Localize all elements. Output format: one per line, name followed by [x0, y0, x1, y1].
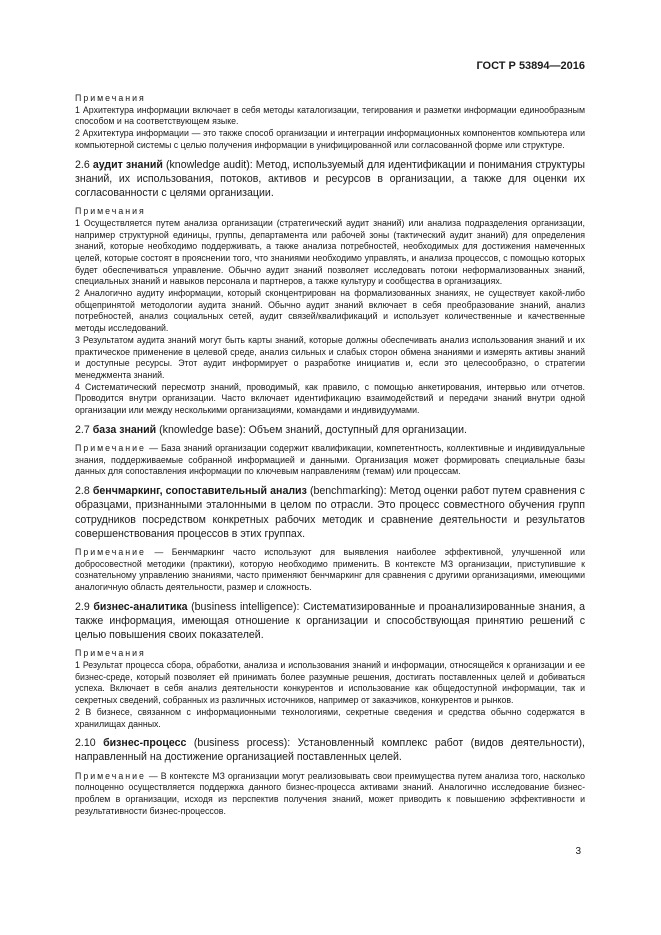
- note-item: 1 Результат процесса сбора, обработки, анализа и использования знаний и информации, относящейся к организации и ее бизнес-среде, который позволяет ей принимать более разумные решения, достигать поставленных целей и добиваться успеха. Включает в себя анализ деятельности конкурентов и использование как общедоступной информации, так и секретных сведений, собранных из различных источников, например от заказчиков, конкурентов и рынков.: [75, 660, 585, 706]
- single-note: [75, 547, 585, 594]
- term-number: 2.8: [75, 485, 90, 498]
- notes-block: [75, 93, 585, 152]
- term-number: 2.6: [75, 158, 90, 171]
- term-definition: (business process): Установленный комплекс работ (видов деятельности), направленный на достижение организацией поставленных целей.: [75, 737, 585, 764]
- notes-block: [75, 648, 585, 730]
- term-number: 2.10: [75, 737, 96, 750]
- term-name: аудит знаний: [92, 158, 163, 171]
- term-name: база знаний: [92, 423, 157, 436]
- note-item: 1 Осуществляется путем анализа организации (стратегический аудит знаний) или анализа подразделения организации, например структурной единицы, группы, департамента или рабочей зоны (тактический аудит знаний) для определения знаний, которые необходимо поддерживать, а также анализа потребностей, необходимых для достижения намеченных целей, которые состоят в прояснении того, что знаниями необходимо управлять, и анализа процессов, с помощью которых будет обеспечиваться управление. Обычно аудит знаний позволяет исследовать потоки неформализованных знаний, специальных знаний и навыков персонала и партнеров, а также культуру и сообщества в организациях.: [75, 217, 585, 287]
- single-note: [75, 771, 585, 818]
- note-item: 3 Результатом аудита знаний могут быть карты знаний, которые должны обеспечивать анализ использования знаний и их практическое применение в целевой среде, анализ сильных и слабых сторон обмена знаниями и измерять активы знаний и доступные ресурсы. Этот аудит информирует о разработке инициатив и, если это целесообразно, о стратегии менеджмента знаний.: [75, 334, 585, 380]
- note-text: — В контексте МЗ организации могут реализовывать свои преимущества путем анализа того, насколько полноценно осуществляется поддержка данного бизнес-процесса активами знаний. Аналогично исследование бизнес-проблем в организации, исходя из перспектив получения знаний, может приводить к повышению эффективности и результативности бизнес-процессов.: [75, 770, 585, 816]
- term-number: 2.7: [75, 423, 90, 436]
- document-code: ГОСТ Р 53894—2016: [476, 60, 585, 72]
- term-name: бизнес-процесс: [103, 737, 187, 750]
- notes-heading: Примечания: [75, 648, 146, 659]
- note-text: — База знаний организации содержит квалификации, компетентность, коллективные и индивидуальные знания, поддерживаемые собранной информацией и данными. Организация может формировать специальные базы данных для сопоставления информации по ключевым направлениям (темам) или процессам.: [75, 442, 585, 477]
- note-label: Примечание: [75, 442, 146, 453]
- notes-heading: Примечания: [75, 93, 146, 103]
- note-label: Примечание: [75, 770, 146, 781]
- term-entry: [75, 736, 585, 764]
- term-name: бенчмаркинг, сопоставительный анализ: [92, 485, 307, 498]
- notes-heading: Примечания: [75, 206, 146, 217]
- term-definition: (benchmarking): Метод оценки работ путем сравнения с образцами, признанными эталонными в целом по отрасли. Это процесс совместного обучения групп сотрудников посредством конкретных рабочих методик и сравнение деятельности и результатов совершенствования процессов в этих группах.: [75, 485, 585, 540]
- single-note: [75, 443, 585, 478]
- term-definition: (knowledge base): Объем знаний, доступный для организации.: [159, 423, 467, 436]
- page-number: 3: [575, 846, 581, 857]
- document-body: [75, 93, 585, 817]
- term-name: бизнес-аналитика: [93, 600, 188, 613]
- term-entry: [75, 158, 585, 201]
- notes-block: [75, 206, 585, 417]
- term-number: 2.9: [75, 600, 90, 613]
- note-item: 4 Систематический пересмотр знаний, проводимый, как правило, с помощью анкетирования, интервью или отчетов. Проводится внутри организации. Часто включает идентификацию взаимодействий и передачи знаний внутри одной организации или между несколькими организациями, командами и индивидуумами.: [75, 381, 585, 416]
- term-entry: [75, 484, 585, 541]
- note-item: 2 Архитектура информации — это также способ организации и интеграции информационных компонентов компьютера или компьютерной системы с целью получения информации в унифицированной или согласованной форме или структуре.: [75, 128, 585, 150]
- term-entry: [75, 600, 585, 643]
- note-text: — Бенчмаркинг часто используют для выявления наиболее эффективной, улучшенной или добросовестной методики (практики), которую необходимо применить. В контексте МЗ организации, приступившие к сознательному управлению знаниями, часто применяют бенчмаркинг для сравнения с другими организациями, имеющими аналогичную область деятельности, размер и сложность.: [75, 546, 585, 593]
- note-label: Примечание: [75, 546, 146, 557]
- note-item: 1 Архитектура информации включает в себя методы каталогизации, тегирования и разметки информации единообразным способом и на соответствующем языке.: [75, 104, 585, 127]
- note-item: 2 Аналогично аудиту информации, который сконцентрирован на формализованных знаниях, не существует какой-либо общепринятой методологии аудита знаний. Обычно аудит знаний включает в себя преобразование знаний, анализ потребностей, анализ социальных сетей, аудит связей/квалификаций и использует количественные и качественные методы исследований.: [75, 288, 585, 334]
- term-definition: (business intelligence): Систематизированные и проанализированные знания, а также информация, имеющая отношение к организации и способствующая принятию решений с целью повышения своих показателей.: [75, 600, 585, 642]
- note-item: 2 В бизнесе, связанном с информационными технологиями, секретные сведения и средства обычно содержатся в хранилищах данных.: [75, 706, 585, 729]
- term-definition: (knowledge audit): Метод, используемый для идентификации и понимания структуры знаний, их использования, потоков, активов и ресурсов в организации, а также для оценки их согласованности с целями организации.: [75, 158, 585, 199]
- term-entry: [75, 423, 585, 437]
